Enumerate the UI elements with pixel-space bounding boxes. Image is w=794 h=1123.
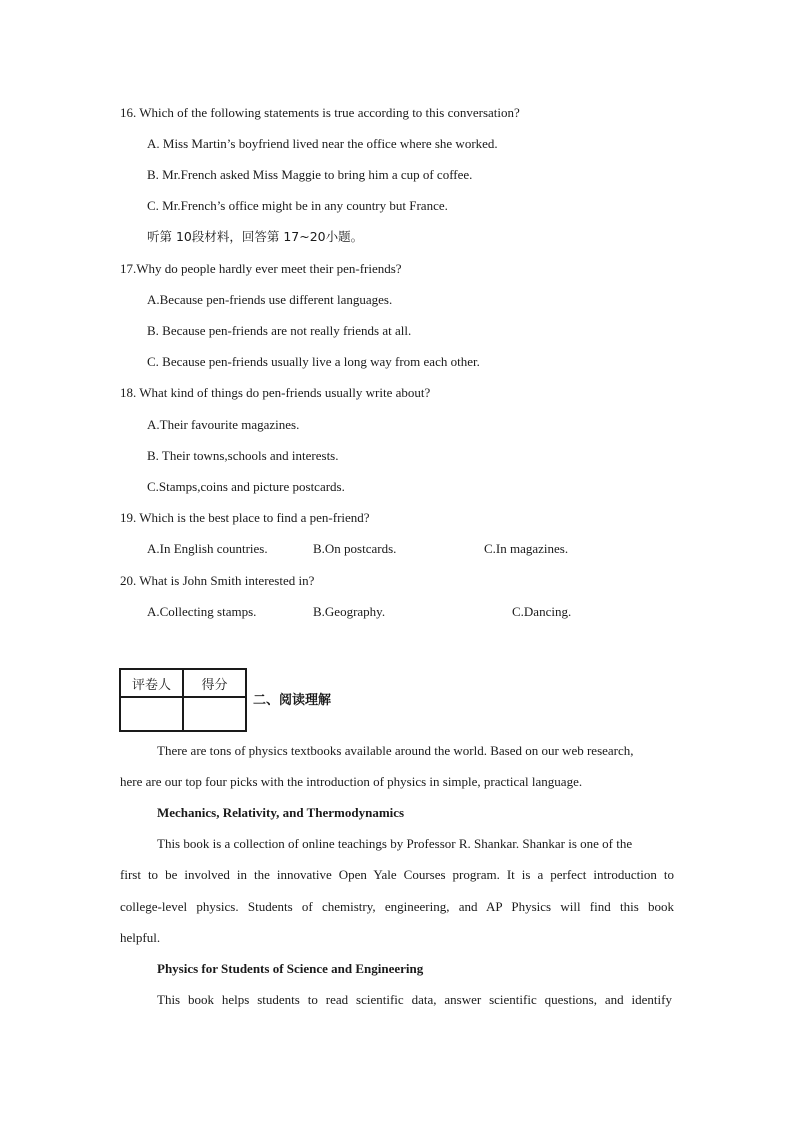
book1-title: Mechanics, Relativity, and Thermodynamics — [157, 805, 405, 820]
q16-option-c: C. Mr.French’s office might be in any country but France. — [147, 198, 448, 213]
grader-cell — [120, 697, 183, 731]
part-title: 二、阅读理解 — [253, 693, 332, 708]
q16-stem: 16. Which of the following statements is true according to this conversation? — [120, 105, 520, 120]
book1-line-2: first to be involved in the innovative Open Yale Courses program. It is a perfect introduction to — [120, 867, 674, 882]
q16-option-a: A. Miss Martin’s boyfriend lived near the office where she worked. — [147, 136, 498, 151]
book1-line-4: helpful. — [120, 930, 161, 945]
q18-option-c: C.Stamps,coins and picture postcards. — [147, 479, 345, 494]
book1-line-3: college-level physics. Students of chemistry, engineering, and AP Physics will find this book — [120, 899, 674, 914]
q20-option-b: B.Geography. — [313, 604, 386, 619]
q17-option-b: B. Because pen-friends are not really friends at all. — [147, 323, 412, 338]
q19-option-b: B.On postcards. — [313, 541, 397, 556]
q18-option-b: B. Their towns,schools and interests. — [147, 448, 339, 463]
q17-option-a: A.Because pen-friends use different languages. — [147, 292, 393, 307]
passage-intro-line-1: There are tons of physics textbooks available around the world. Based on our web research, — [157, 743, 634, 758]
score-header: 得分 — [183, 669, 246, 697]
score-cell — [183, 697, 246, 731]
q20-stem: 20. What is John Smith interested in? — [120, 573, 315, 588]
q18-stem: 18. What kind of things do pen-friends usually write about? — [120, 385, 431, 400]
q20-option-a: A.Collecting stamps. — [147, 604, 257, 619]
q19-stem: 19. Which is the best place to find a pen-friend? — [120, 510, 370, 525]
q19-option-c: C.In magazines. — [484, 541, 569, 556]
q17-option-c: C. Because pen-friends usually live a long way from each other. — [147, 354, 480, 369]
section-instruction: 听第 10段材料，回答第 17~20小题。 — [147, 229, 364, 244]
score-table — [119, 668, 247, 732]
q17-stem: 17.Why do people hardly ever meet their pen-friends? — [120, 261, 402, 276]
book2-title: Physics for Students of Science and Engineering — [157, 961, 424, 976]
q19-option-a: A.In English countries. — [147, 541, 268, 556]
passage-intro-line-2: here are our top four picks with the introduction of physics in simple, practical language. — [120, 774, 583, 789]
grader-header: 评卷人 — [120, 669, 183, 697]
book1-line-1: This book is a collection of online teachings by Professor R. Shankar. Shankar is one of the — [157, 836, 633, 851]
q16-option-b: B. Mr.French asked Miss Maggie to bring him a cup of coffee. — [147, 167, 473, 182]
q20-option-c: C.Dancing. — [512, 604, 572, 619]
q18-option-a: A.Their favourite magazines. — [147, 417, 300, 432]
book2-line-1: This book helps students to read scientific data, answer scientific questions, and identify — [157, 992, 672, 1007]
